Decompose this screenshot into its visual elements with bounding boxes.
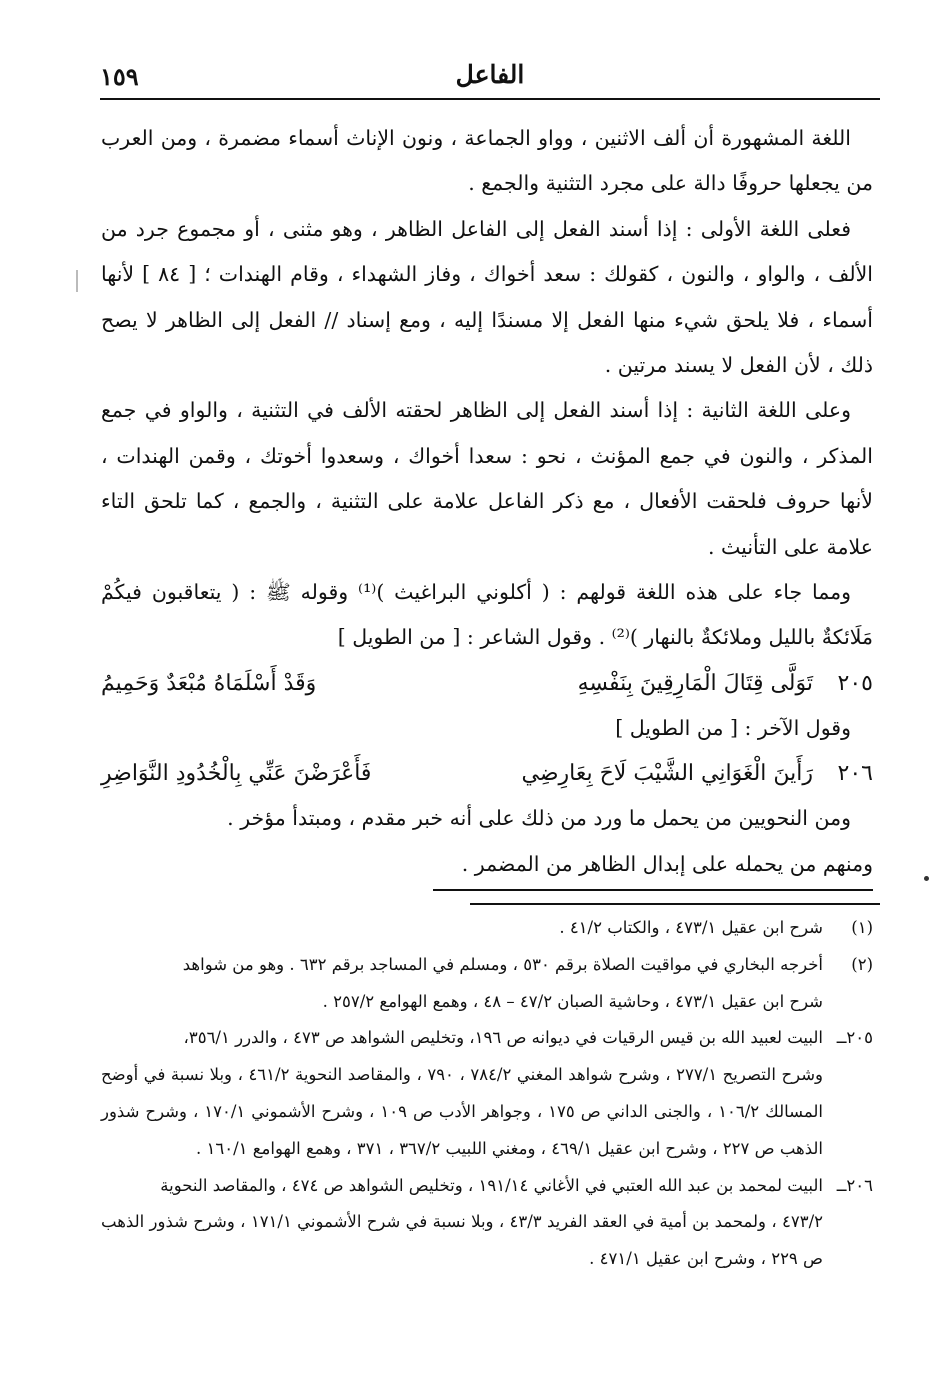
margin-mark: [76, 270, 78, 292]
paragraph-7-text: ومنهم من يحمله على إبدال الظاهر من المضمر .: [433, 842, 873, 891]
margin-dot: [924, 876, 929, 881]
footnote-206-continuation: ٤٧٣/٢ ، ولمحمد بن أمية في العقد الفريد ٤٣/٣ ، وبلا نسبة في شرح الأشموني ١٧١/١ ، وشرح شذور الذهب ص ٢٢٩ ، وشرح ابن عقيل ٤٧١/١ .: [101, 1212, 824, 1269]
verse-number: ٢٠٦: [837, 761, 873, 787]
verse-number: ٢٠٥: [837, 670, 873, 696]
verse-205: [101, 661, 873, 706]
running-title: الفاعل: [455, 60, 525, 89]
paragraph-4: ومما جاء على هذه اللغة قولهم : ( أكلوني البراغيث )⁽¹⁾ وقوله ﷺ : ( يتعاقبون فيكُمْ مَلَائكةٌ بالليل وملائكةٌ بالنهار )⁽²⁾ . وقول الشاعر : [ من الطويل ]: [101, 580, 873, 650]
paragraph-3: وعلى اللغة الثانية : إذا أسند الفعل إلى الظاهر لحقته الألف في التثنية ، والواو في جمع المذكر ، والنون في جمع المؤنث ، نحو : سعدا أخواك ، وسعدوا أخوتك ، وقمن الهندات ، لأنها حروف فلحقت الأفعال ، مع ذكر الفاعل علامة على التثنية ، والجمع ، كما تلحق التاء علامة على التأنيث .: [101, 398, 873, 559]
footnote-text: أخرجه البخاري في مواقيت الصلاة برقم ٥٣٠ ، ومسلم في المساجد برقم ٦٣٢ . وهو من شواهد: [182, 954, 823, 974]
header-rule: [100, 98, 880, 100]
footnote-label: (١): [851, 918, 873, 937]
verse-hemistich-1: رَأَينَ الْغَوَانِي الشَّيْبَ لَاحَ بِعَارِضِي: [521, 761, 813, 787]
footnote-1: [101, 910, 873, 947]
paragraph-2: فعلى اللغة الأولى : إذا أسند الفعل إلى الفاعل الظاهر ، وهو مثنى ، أو مجموع جرد من الألف ، والواو ، والنون ، كقولك : سعد أخواك ، وفاز الشهداء ، وقام الهندات ؛ [ ٨٤ ] لأنها أسماء ، فلا يلحق شيء منها الفعل إلا مسندًا إليه ، ومع إسناد // الفعل إلى الظاهر لا يصح ذلك ، لأن الفعل لا يسند مرتين .: [101, 216, 873, 378]
verse-hemistich-2: وَقَدْ أَسْلَمَاهُ مُبْعَدٌ وَحَمِيمُ: [101, 670, 317, 696]
footnote-text: البيت لعبيد الله بن قيس الرقيات في ديوانه ص ١٩٦، وتخليص الشواهد ص ٤٧٣ ، والدرر ٣٥٦/١،: [183, 1028, 823, 1048]
footnotes: [101, 910, 873, 1278]
footnote-rule: [470, 903, 880, 905]
footnote-205: [101, 1020, 873, 1057]
verse-hemistich-1: تَوَلَّى قِتَالَ الْمَارِقِينَ بِنَفْسِهِ: [577, 670, 813, 696]
paragraph-6: ومن النحويين من يحمل ما ورد من ذلك على أنه خبر مقدم ، ومبتدأ مؤخر .: [227, 806, 851, 831]
main-text: [101, 116, 873, 891]
footnote-label: ٢٠٦ــ: [836, 1175, 873, 1195]
verse-206: [101, 751, 873, 796]
verse-hemistich-2: فَأَعْرَضْنَ عَنِّي بِالْخُدُودِ النَّوَاضِرِ: [101, 761, 372, 787]
footnote-text: شرح ابن عقيل ٤٧٣/١ ، والكتاب ٤١/٢ .: [559, 918, 823, 937]
footnote-205-continuation: وشرح التصريح ٢٧٧/١ ، وشرح شواهد المغني ٧٨٤/٢ ، ٧٩٠ ، والمقاصد النحوية ٤٦١/٢ ، وبلا نسبة في أوضح المسالك ١٠٦/٢ ، والجنى الداني ص ١٧٥ ، وجواهر الأدب ص ١٠٩ ، وشرح الأشموني ١٧٠/١ ، وشرح شذور الذهب ص ٢٢٧ ، وشرح ابن عقيل ٤٦٩/١ ، ومغني اللبيب ٣٦٧/٢ ، ٣٧١ ، وهمع الهوامع ١٦٠/١ .: [101, 1065, 823, 1158]
footnote-label: ٢٠٥ــ: [836, 1028, 873, 1048]
page-header: [100, 58, 880, 98]
paragraph-7: [101, 842, 873, 891]
footnote-2-continuation: شرح ابن عقيل ٤٧٣/١ ، وحاشية الصبان ٤٧/٢ – ٤٨ ، وهمع الهوامع ٢٥٧/٢ .: [322, 991, 823, 1011]
paragraph-1: اللغة المشهورة أن ألف الاثنين ، وواو الجماعة ، ونون الإناث أسماء مضمرة ، ومن العرب من يجعلها حروفًا دالة على مجرد التثنية والجمع .: [101, 126, 873, 196]
footnote-text: البيت لمحمد بن عبد الله العتبي في الأغاني ١٩١/١٤ ، وتخليص الشواهد ص ٤٧٤ ، والمقاصد النحوية: [160, 1175, 823, 1195]
footnote-label: (٢): [851, 954, 873, 974]
footnote-206: [101, 1168, 873, 1205]
footnote-2: [101, 947, 873, 984]
page-number: ١٥٩: [100, 62, 139, 91]
paragraph-5: وقول الآخر : [ من الطويل ]: [615, 715, 851, 740]
